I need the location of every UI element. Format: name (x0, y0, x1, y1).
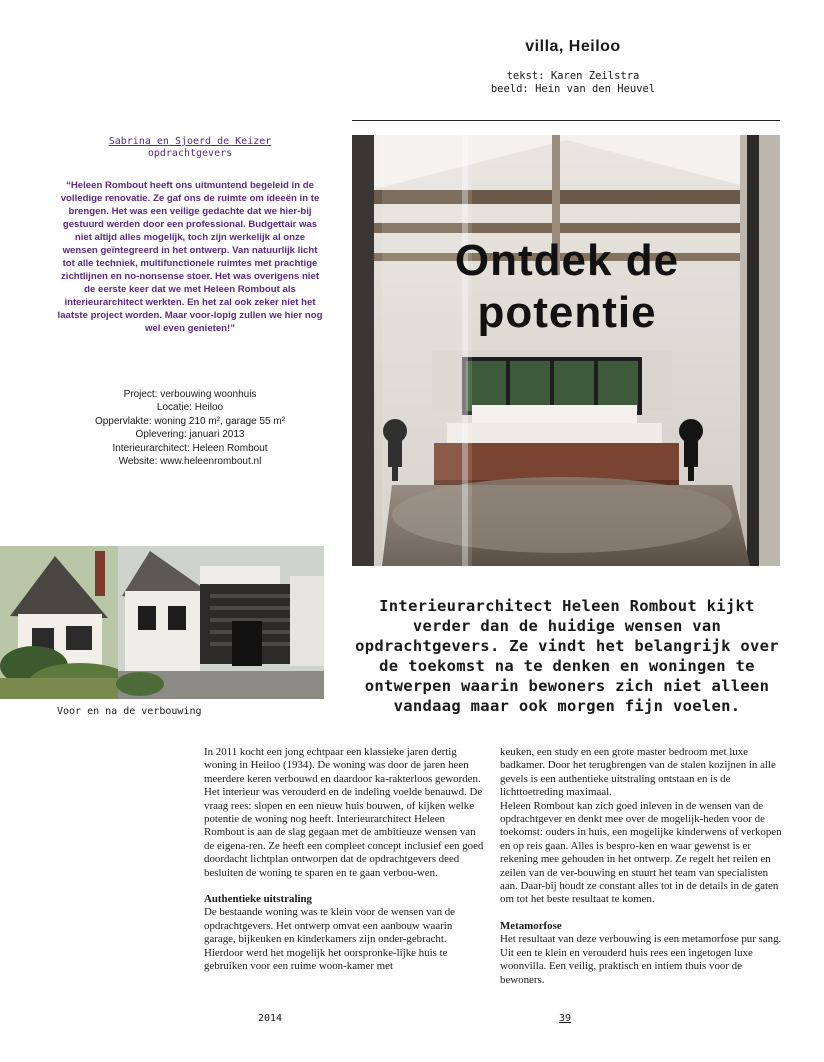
credits (462, 70, 684, 96)
quote-text: “Heleen Rombout heeft ons uitmuntend begeleid in de volledige renovatie. Ze gaf ons de ruimte om ideeën in te brengen. Het was een veilige gedachte dat we hier-bij gestuurd werden door een professional. Budgettair was niet altijd alles mogelijk, toch zijn werkelijk al onze wensen geïntegreerd in het ontwerp. Van natuurlijk licht tot alle techniek, multifunctionele ruimtes met prachtige zichtlijnen en no-nonsense stoer. Het was overigens niet de eerste keer dat we met Heleen Rombout als interieurarchitect werkten. En het zal ook zeker niet het laatste project worden. Maar voor-lopig zullen we hier nog wel even genieten!” (57, 180, 323, 334)
paragraph: keuken, een study en een grote master bedroom met luxe badkamer. Door het terugbrengen van de stalen kozijnen in alle gevels is een authentieke uitstraling ontstaan en is de lichttoetreding maximaal. (500, 746, 776, 799)
header-rule (352, 120, 780, 121)
fact-website: Website: www.heleenrombout.nl (118, 456, 262, 468)
fact-location: Locatie: Heiloo (156, 402, 224, 414)
subheading: Metamorfose (500, 919, 562, 932)
project-facts (56, 388, 324, 468)
body-column-left (204, 746, 484, 974)
quote-role: opdrachtgevers (147, 148, 233, 159)
subheading: Authentieke uitstraling (204, 893, 313, 906)
quote-name: Sabrina en Sjoerd de Keizer (108, 136, 272, 147)
photo-caption: Voor en na de verbouwing (57, 706, 202, 717)
fact-delivery: Oplevering: januari 2013 (135, 429, 245, 441)
houses-illustration (0, 546, 324, 699)
paragraph: Het resultaat van deze verbouwing is een metamorfose pur sang. Uit een te klein en verouderd huis rees een ingetogen luxe woonvilla. Een veilig, praktisch en intiem thuis voor de bewoners. (500, 933, 782, 986)
body-column-right (500, 746, 782, 987)
page-number: 39 (559, 1013, 572, 1024)
paragraph: De bestaande woning was te klein voor de wensen van de opdrachtgevers. Het ontwerp omvat een aanbouw waarin garage, bijkeuken en kinderkamers zijn onder-gebracht. Hierdoor werd het mogelijk het oorspronke-lijke huis te gebruiken voor een ruime woon-kamer met (204, 906, 456, 973)
headline: Ontdek de potentie (454, 236, 680, 337)
article-title: villa, Heiloo (525, 38, 621, 55)
image-credit: beeld: Hein van den Heuvel (490, 83, 656, 95)
before-after-photo (0, 546, 324, 699)
client-quote (56, 136, 324, 335)
folio-year: 2014 (258, 1013, 283, 1024)
text-credit: tekst: Karen Zeilstra (506, 70, 640, 82)
fact-project: Project: verbouwing woonhuis (123, 389, 257, 400)
paragraph: In 2011 kocht een jong echtpaar een klassieke jaren dertig woning in Heiloo (1934). De woning was door de jaren heen meerdere keren verbouwd en daardoor ka-rakterloos geworden. Het interieur was verouderd en de indeling voelde benauwd. De vraag rees: slopen en een nieuw huis bouwen, of kijken welke potentie de woning nog heeft. Interieurarchitect Heleen Rombout is aan de slag gegaan met de ambitieuze wensen van de eigena-ren. Ze heeft een compleet concept inclusief een goed doordacht lichtplan ontworpen dat de opdrachtgevers deed besluiten de woning te sparen en te gaan verbou-wen. (204, 746, 484, 879)
bedroom-photo (352, 135, 780, 566)
paragraph: Heleen Rombout kan zich goed inleven in de wensen van de opdrachtgever en denkt mee over de mogelijk-heden voor de toekomst: ouders in huis, een mogelijke kinderwens of verkopen en op reis gaan. Alles is bespro-ken en waar gewenst is er rekening mee gehouden in het ontwerp. Ze regelt het reilen en zeilen van de ver-bouwing en stuurt het team van specialisten aan. Daar-bij houdt ze constant alles tot in de details in de gaten om tot het beste resultaat te komen. (500, 799, 782, 906)
fact-area: Oppervlakte: woning 210 m², garage 55 m² (94, 415, 286, 427)
fact-architect: Interieurarchitect: Heleen Rombout (112, 442, 268, 454)
bedroom-illustration (352, 135, 780, 566)
lede: Interieurarchitect Heleen Rombout kijkt verder dan de huidige wensen van opdrachtgevers. Ze vindt het belangrijk over de toekomst na te denken en woningen te ontwerpen waarin bewoners zich niet alleen vandaag maar ook morgen fijn voelen. (355, 597, 779, 715)
